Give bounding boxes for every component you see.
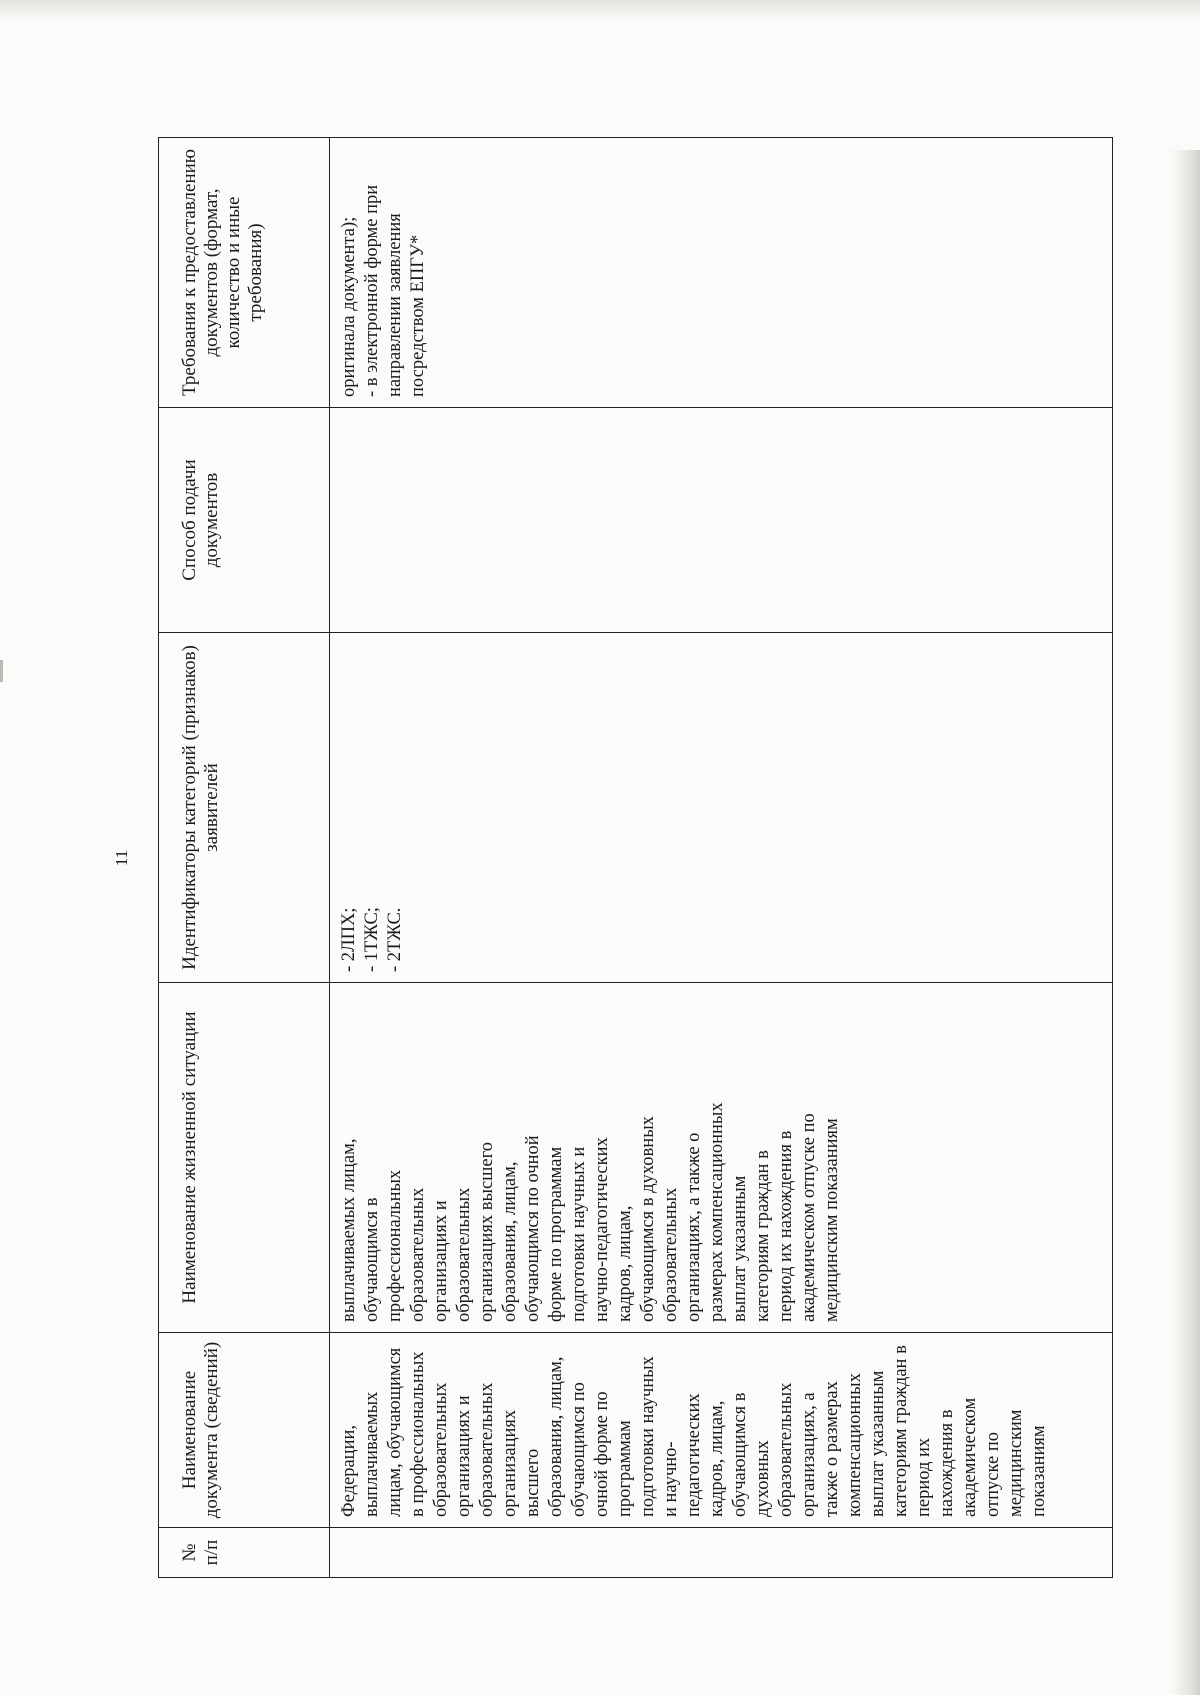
cell-line: профессиональных [385,1169,405,1322]
cell-line: обучающимся по [569,1382,589,1517]
scan-shadow-top [0,0,1200,22]
header-situation-name: Наименование жизненной ситуации [159,983,330,1333]
cell-line: выплачиваемых лицам, [339,1138,359,1322]
cell-line: обучающимся в [730,1392,750,1517]
cell-line: медицинским [1006,1409,1026,1517]
cell-line: образовательных [477,1382,497,1517]
cell-line: образовательных [661,1187,681,1322]
cell-line: образовательных [431,1382,451,1517]
cell-line: - 1ТЖС; [362,907,382,972]
cell-line: - 2ТЖС. [385,907,405,972]
cell-line: организациях [500,1409,520,1517]
cell-line: образования, лицам, [500,1161,520,1322]
cell-line: - в электронной форме при [362,184,382,397]
cell-situation-name [330,983,1113,1333]
cell-line: обучающимся в [362,1197,382,1322]
cell-line: категориям граждан в [753,1150,773,1322]
cell-line: духовных [753,1440,773,1517]
cell-line: организациях высшего [477,1141,497,1322]
documents-table [158,137,1113,1578]
table-header-row [159,138,330,1578]
cell-line: кадров, лицам, [615,1205,635,1322]
cell-line: очной форме по [592,1391,612,1517]
cell-line: организациях, а также о [684,1132,704,1322]
cell-line: нахождения в [937,1409,957,1517]
cell-line: программам [615,1420,635,1517]
cell-line: и научно- [661,1441,681,1517]
cell-line: - 2ЛПХ; [339,907,359,972]
cell-line: высшего [523,1448,543,1517]
cell-line: Федерации, [339,1425,359,1517]
cell-line: выплат указанным [730,1175,750,1322]
table-row [330,138,1113,1578]
cell-line: оригинала документа); [339,216,359,397]
cell-line: также о размерах [822,1381,842,1517]
header-number: № п/п [159,1528,330,1578]
scan-mark [0,660,3,682]
cell-line: образования, лицам, [546,1356,566,1517]
cell-line: выплачиваемых [362,1391,382,1517]
cell-submission-method [330,408,1113,633]
cell-line: компенсационных [845,1373,865,1517]
cell-line: медицинским показаниям [822,1118,842,1322]
cell-line: выплат указанным [868,1370,888,1517]
cell-line: образовательных [454,1187,474,1322]
cell-line: форме по программам [546,1146,566,1322]
cell-line: направлении заявления [385,213,405,397]
cell-line: в профессиональных [408,1351,428,1517]
header-applicant-identifiers: Идентификаторы категорий (признаков) заявителей [159,633,330,983]
cell-line: посредством ЕПГУ* [408,234,428,397]
cell-line: период их нахождения в [776,1130,796,1322]
document-page [108,138,1118,1578]
header-submission-method: Способ подачи документов [159,408,330,633]
page-number: 11 [112,849,131,867]
cell-line: организациях, а [799,1392,819,1517]
cell-line: обучающимся в духовных [638,1116,658,1322]
cell-line: научно-педагогических [592,1137,612,1322]
cell-line: период их [914,1437,934,1517]
cell-line: отпуске по [983,1432,1003,1517]
header-requirements: Требования к предоставлению документов (формат, количество и иные требования) [159,138,330,408]
cell-line: академическом [960,1397,980,1517]
cell-applicant-identifiers [330,633,1113,983]
cell-line: лицам, обучающимся [385,1347,405,1517]
cell-line: категориям граждан в [891,1345,911,1517]
cell-line: подготовки научных [638,1356,658,1517]
header-document-name: Наименование документа (сведений) [159,1333,330,1528]
cell-line: кадров, лицам, [707,1400,727,1517]
cell-requirements [330,138,1113,408]
cell-line: обучающимся по очной [523,1135,543,1322]
row-number [330,1528,1113,1578]
cell-line: педагогических [684,1393,704,1517]
cell-line: показаниям [1029,1425,1049,1517]
cell-line: академическом отпуске по [799,1113,819,1322]
cell-document-name [330,1333,1113,1528]
scan-shadow-right [1170,150,1200,1695]
cell-line: организациях и [454,1395,474,1517]
cell-line: образовательных [776,1382,796,1517]
cell-line: подготовки научных и [569,1146,589,1322]
cell-line: образовательных [408,1187,428,1322]
cell-line: организациях и [431,1200,451,1322]
cell-line: размерах компенсационных [707,1102,727,1322]
